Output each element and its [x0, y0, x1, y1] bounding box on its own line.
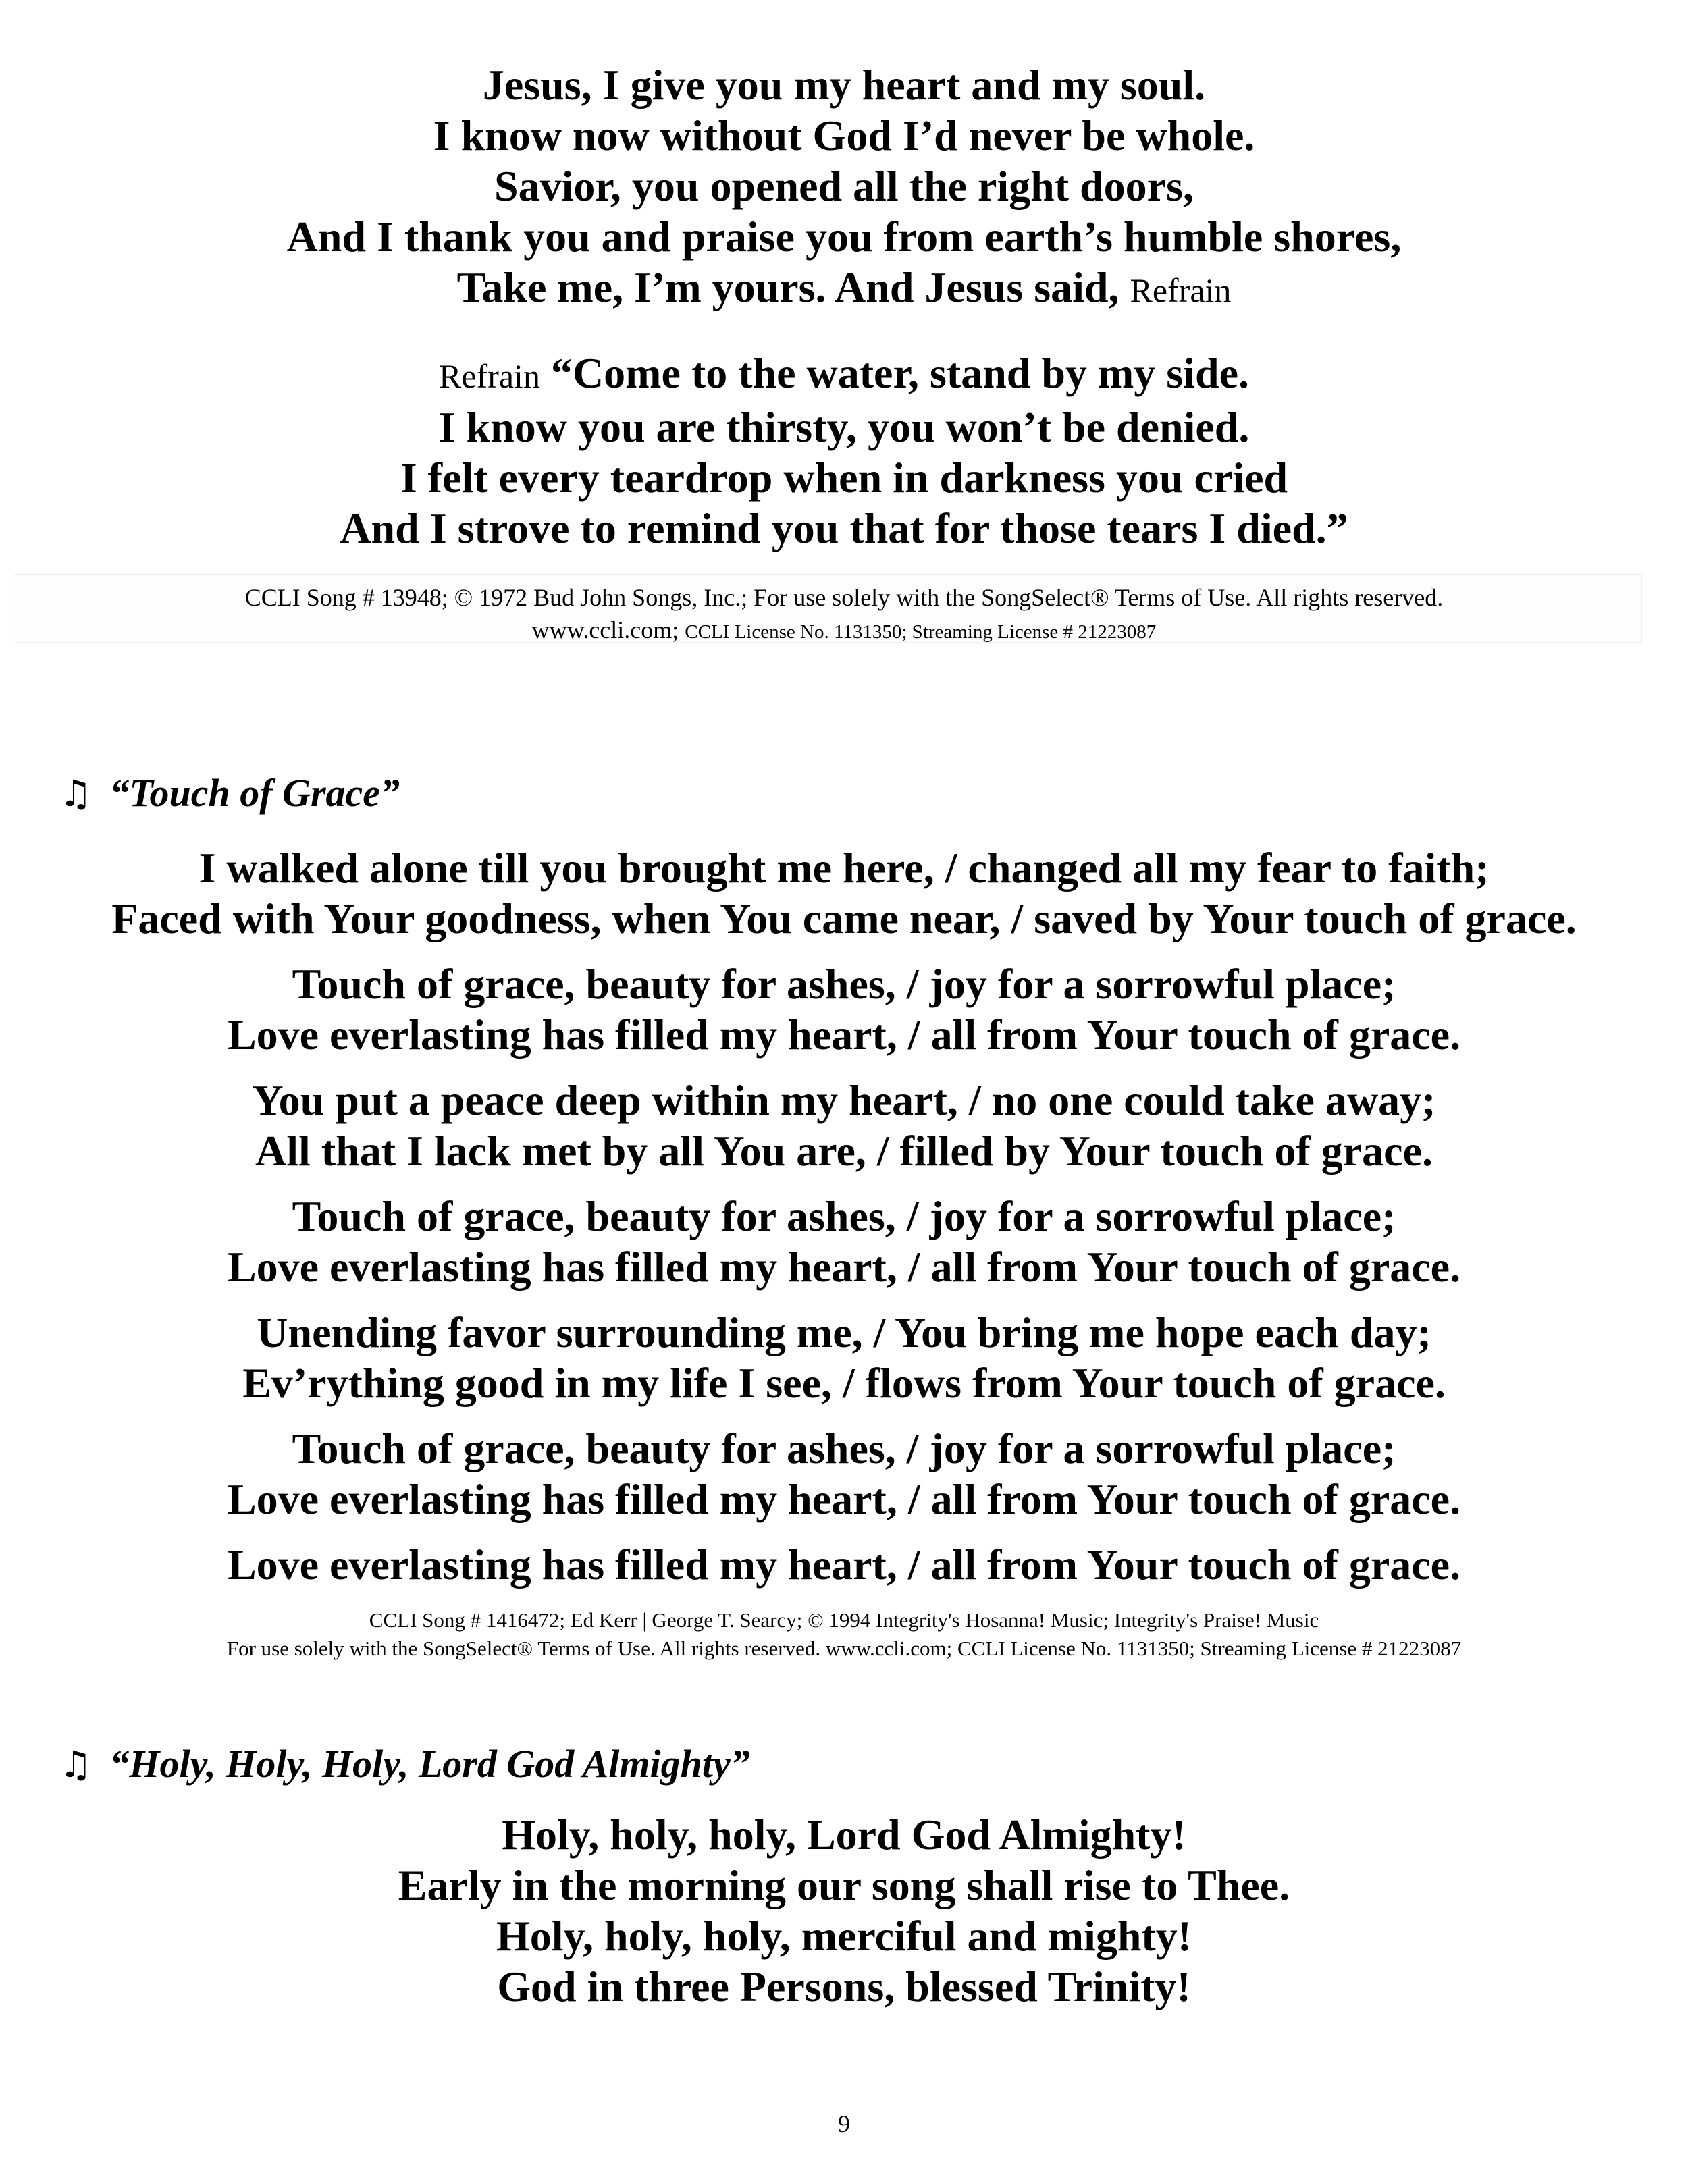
verse-line-last: [0, 262, 1688, 316]
lyric-line: God in three Persons, blessed Trinity!: [497, 1963, 1191, 2010]
lyric-line: Holy, holy, holy, merciful and mighty!: [496, 1912, 1192, 1960]
lyric-line: Touch of grace, beauty for ashes, / joy for a sorrowful place;: [292, 960, 1396, 1008]
lyric-line: I walked alone till you brought me here, / changed all my fear to faith;: [199, 844, 1489, 892]
song2-lyrics: [0, 843, 1688, 1605]
lyric-line: Ev’rything good in my life I see, / flows from Your touch of grace.: [242, 1359, 1446, 1407]
stanza: [0, 1191, 1688, 1292]
song-title-text: “Touch of Grace”: [109, 771, 400, 815]
verse-top: [0, 59, 1688, 316]
page-number: 9: [838, 2110, 850, 2137]
stanza: [0, 843, 1688, 944]
lyric-line: Touch of grace, beauty for ashes, / joy for a sorrowful place;: [292, 1192, 1396, 1240]
ccli-notice-1-line2: [0, 613, 1688, 649]
lyric-line: Love everlasting has filled my heart, / all from Your touch of grace.: [227, 1541, 1461, 1589]
music-note-icon: ♫: [59, 1743, 93, 1786]
verse-line: And I thank you and praise you from earth’s humble shores,: [286, 213, 1402, 261]
lyric-line: Holy, holy, holy, Lord God Almighty!: [502, 1811, 1186, 1859]
refrain-marker: Refrain: [1130, 271, 1232, 309]
music-note-icon: ♫: [59, 772, 93, 815]
song-title-text: “Holy, Holy, Holy, Lord God Almighty”: [109, 1742, 750, 1786]
refrain-line: I know you are thirsty, you won’t be denied.: [438, 403, 1250, 451]
refrain-line-first: [0, 348, 1688, 402]
stanza: [0, 1423, 1688, 1524]
refrain-line: And I strove to remind you that for those tears I died.”: [340, 504, 1348, 552]
lyric-line: You put a peace deep within my heart, / no one could take away;: [252, 1076, 1436, 1124]
song-title-touch-of-grace: [59, 770, 400, 818]
ccli-notice-2-line2: For use solely with the SongSelect® Terms of Use. All rights reserved. www.ccli.com; CCLI License No. 1131350; Streaming License # 21223087: [226, 1636, 1462, 1660]
lyric-line: Love everlasting has filled my heart, / all from Your touch of grace.: [227, 1243, 1461, 1291]
stanza: [0, 1539, 1688, 1590]
ccli-notice-2-line1: CCLI Song # 1416472; Ed Kerr | George T. Searcy; © 1994 Integrity's Hosanna! Music; Integrity's Praise! Music: [369, 1608, 1319, 1632]
lyric-line: Faced with Your goodness, when You came near, / saved by Your touch of grace.: [111, 895, 1577, 942]
refrain-line: I felt every teardrop when in darkness you cried: [400, 454, 1288, 502]
ccli-notice-1-line1: CCLI Song # 13948; © 1972 Bud John Songs, Inc.; For use solely with the SongSelect® Terms of Use. All rights reserved.: [244, 584, 1444, 611]
verse-line: Jesus, I give you my heart and my soul.: [482, 61, 1206, 109]
verse-line-text: Take me, I’m yours. And Jesus said,: [456, 263, 1119, 311]
song-title-holy-holy-holy: [59, 1740, 750, 1788]
refrain: [0, 348, 1688, 554]
lyric-line: Touch of grace, beauty for ashes, / joy for a sorrowful place;: [292, 1424, 1396, 1472]
refrain-marker: Refrain: [439, 357, 540, 395]
stanza: [0, 959, 1688, 1060]
ccli-link: www.ccli.com;: [531, 616, 679, 643]
stanza: [0, 1307, 1688, 1408]
lyric-line: Early in the morning our song shall rise to Thee.: [398, 1861, 1290, 1909]
verse-line: Savior, you opened all the right doors,: [494, 162, 1194, 210]
verse-line: I know now without God I’d never be whole.: [433, 111, 1255, 159]
lyric-line: Unending favor surrounding me, / You bring me hope each day;: [257, 1308, 1431, 1356]
ccli-license: CCLI License No. 1131350; Streaming License # 21223087: [685, 621, 1157, 643]
lyric-line: Love everlasting has filled my heart, / all from Your touch of grace.: [227, 1475, 1461, 1523]
lyric-line: Love everlasting has filled my heart, / all from Your touch of grace.: [227, 1011, 1461, 1059]
stanza: [0, 1075, 1688, 1176]
lyric-line: All that I lack met by all You are, / filled by Your touch of grace.: [255, 1127, 1433, 1175]
song3-lyrics: [0, 1809, 1688, 2012]
refrain-line-text: “Come to the water, stand by my side.: [550, 349, 1249, 397]
